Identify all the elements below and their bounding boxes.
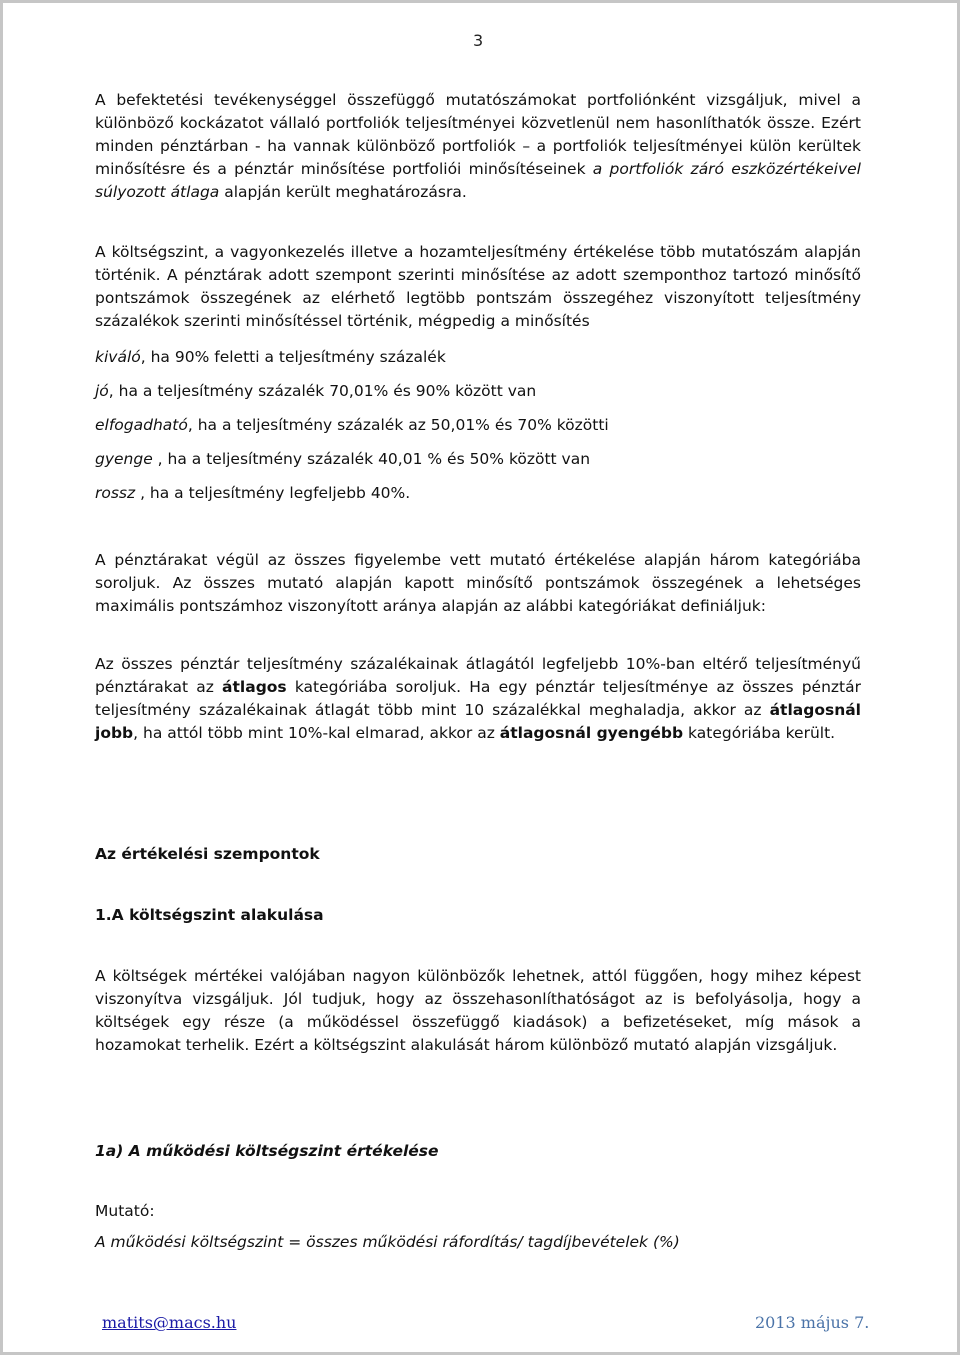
paragraph-cost-description: A költségek mértékei valójában nagyon különbözők lehetnek, attól függően, hogy mihez képest viszonyítva vizsgáljuk. Jól tudjuk, hogy az összehasonlíthatóságot az is befolyásolja, hogy a költségek egy része (a működéssel összefüggő kiadások) a befizetéseket, míg mások a hozamokat terhelik. Ezért a költségszint alakulását három különböző mutató alapján vizsgáljuk.	[95, 967, 861, 1054]
section-heading-evaluation-criteria: Az értékelési szempontok	[95, 845, 320, 863]
rating-item-gyenge	[95, 448, 861, 471]
rating-item-jo	[95, 380, 861, 403]
rating-term: gyenge	[95, 450, 153, 468]
indicator-label: Mutató:	[95, 1202, 155, 1220]
paragraph-text: Az összes pénztár teljesítmény százalékainak átlagától legfeljebb 10%-ban eltérő teljesítményű pénztárakat az	[95, 655, 861, 696]
paragraph-text: kategóriába került.	[683, 724, 836, 742]
paragraph-rating-method: A költségszint, a vagyonkezelés illetve a hozamteljesítmény értékelése több mutatószám alapján történik. A pénztárak adott szempont szerinti minősítése az adott szemponthoz tartozó minősítő pontszámok összegének az elérhető legtöbb pontszám összegéhez viszonyított teljesítmény százalékok szerinti minősítéssel történik, mégpedig a minősítés	[95, 243, 861, 330]
paragraph-categories-intro: A pénztárakat végül az összes figyelembe vett mutató értékelése alapján három kategóriába soroljuk. Az összes mutató alapján kapott minősítő pontszámok összegének a lehetséges maximális pontszámhoz viszonyított aránya alapján az alábbi kategóriákat definiáljuk:	[95, 551, 861, 615]
subsection-heading-operating-cost: 1a) A működési költségszint értékelése	[95, 1142, 439, 1160]
rating-term: elfogadható	[95, 416, 188, 434]
italic-phrase: a portfoliók záró eszközértékeivel súlyozott átlaga	[95, 160, 861, 201]
rating-description: , ha a teljesítmény százalék 70,01% és 90% között van	[108, 382, 537, 400]
paragraph-text: kategóriába soroljuk. Ha egy pénztár teljesítménye az összes pénztár teljesítmény százalékainak átlagát több mint 10 százalékkal meghaladja, akkor az	[95, 678, 861, 719]
footer-date: 2013 május 7.	[755, 1313, 870, 1332]
paragraph-text: , ha attól több mint 10%-kal elmarad, akkor az	[133, 724, 500, 742]
paragraph-text: A befektetési tevékenységgel összefüggő mutatószámokat portfoliónként vizsgáljuk, mivel a különböző kockázatot vállaló portfoliók teljesítményei közvetlenül nem hasonlíthatók össze. Ezért minden pénztárban - ha vannak különböző portfoliók – a portfoliók teljesítményei külön kerültek minősítésre és a pénztár minősítése portfoliói minősítéseinek	[95, 91, 861, 178]
rating-description: , ha a teljesítmény legfeljebb 40%.	[135, 484, 411, 502]
rating-item-rossz	[95, 482, 861, 505]
rating-term: kiváló	[95, 348, 141, 366]
page-number: 3	[473, 31, 484, 50]
bold-term: átlagos	[222, 678, 287, 696]
indicator-formula: A működési költségszint = összes működési ráfordítás/ tagdíjbevételek (%)	[95, 1233, 680, 1251]
rating-description: , ha 90% feletti a teljesítmény százalék	[140, 348, 446, 366]
rating-term: jó	[95, 382, 109, 400]
rating-description: , ha a teljesítmény százalék az 50,01% és 70% közötti	[187, 416, 609, 434]
bold-term: átlagosnál gyengébb	[499, 724, 684, 742]
rating-item-kivalo	[95, 346, 861, 369]
footer-email-link[interactable]: matits@macs.hu	[102, 1313, 237, 1332]
paragraph-categories-definition	[95, 653, 861, 745]
paragraph-text: alapján került meghatározásra.	[219, 183, 467, 201]
paragraph-portfolio-evaluation	[95, 89, 861, 204]
rating-term: rossz	[95, 484, 136, 502]
bold-term: átlagosnál jobb	[95, 701, 861, 742]
rating-item-elfogadhato	[95, 414, 861, 437]
section-heading-cost-level: 1.A költségszint alakulása	[95, 906, 324, 924]
rating-description: , ha a teljesítmény százalék 40,01 % és 50% között van	[152, 450, 591, 468]
